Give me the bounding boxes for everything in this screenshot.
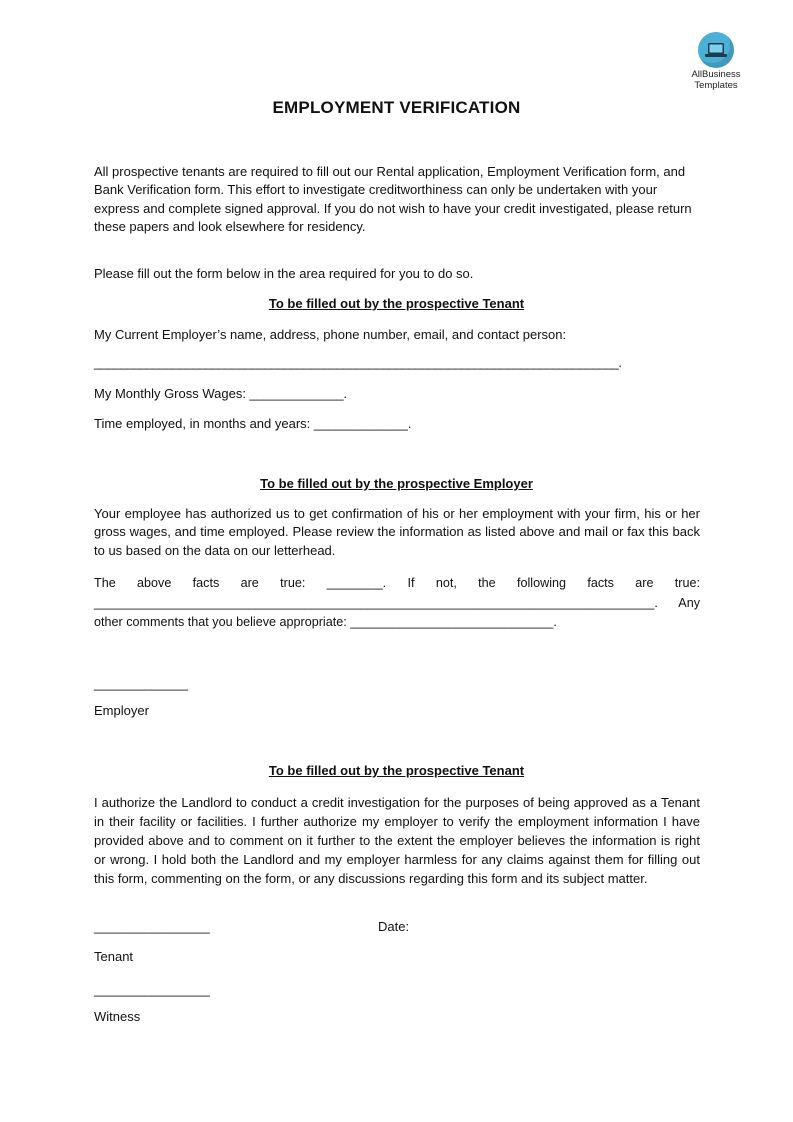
date-label: Date: [378,919,410,934]
document-title: EMPLOYMENT VERIFICATION [272,98,521,117]
witness-signature-line[interactable]: ________________ [94,982,210,997]
time-employed-field[interactable]: Time employed, in months and years: _____________. [94,416,412,431]
witness-signature-label: Witness [94,1009,141,1024]
intro-paragraph: All prospective tenants are required to fill out our Rental application, Employment Verification form, and Bank Verification form. This effort to investigate creditworthiness can only be undertaken with your express and complete signed approval. If you do not wish to have your credit investigated, please return these papers and look elsewhere for residency. [94,164,692,235]
monthly-wages-field[interactable]: My Monthly Gross Wages: _____________. [94,386,348,401]
employer-signature-line[interactable]: _____________ [94,676,188,691]
laptop-icon [698,32,734,68]
tenant-signature-label: Tenant [94,949,134,964]
employer-signature-label: Employer [94,703,149,718]
employer-paragraph: Your employee has authorized us to get confirmation of his or her employment with your firm, his or her gross wages, and time employed. Please review the information as listed above and mail or fax this back to us based on the data on our letterhead. [94,506,700,558]
authorization-section-heading: To be filled out by the prospective Tenant [268,763,525,778]
instruction-text: Please fill out the form below in the area required for you to do so. [94,266,474,281]
employer-info-blank[interactable]: ________________________________________________________________________________. [94,356,622,370]
logo-text-line1: AllBusiness [691,69,741,80]
employer-section-heading: To be filled out by the prospective Employer [260,476,533,491]
tenant-section-heading: To be filled out by the prospective Tenant [268,296,525,311]
employer-facts-field[interactable]: The above facts are true: ________. If not, the following facts are true: ________________________________________________________________________________. Any other comments that you believe appropriate: _____________________________. [94,576,700,629]
tenant-signature-line[interactable]: ________________ [94,919,210,934]
company-logo [682,32,750,91]
logo-text-line2: Templates [694,79,738,91]
employer-info-prompt: My Current Employer’s name, address, phone number, email, and contact person: [94,327,567,342]
authorization-paragraph: I authorize the Landlord to conduct a credit investigation for the purposes of being approved as a Tenant in their facility or facilities. I further authorize my employer to verify the employment information I have provided above and to comment on it further to the extent the employer believes the information is right or wrong. I hold both the Landlord and my employer harmless for any claims against them for filling out this form, commenting on the form, or any discussions regarding this form and its subject matter. [94,795,700,886]
